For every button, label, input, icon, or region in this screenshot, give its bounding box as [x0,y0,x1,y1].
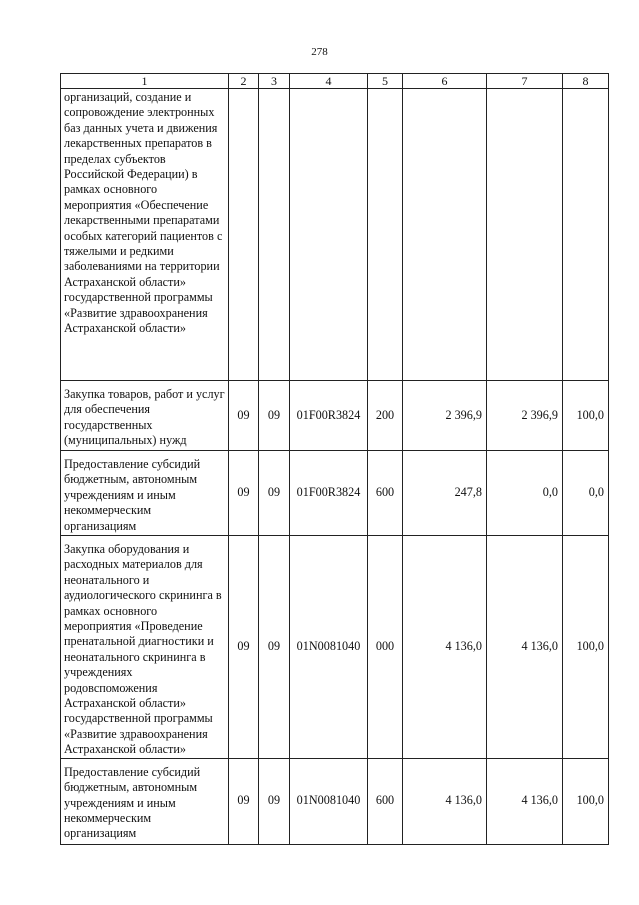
budget-table [60,73,609,845]
expense-type-cell: 600 [368,451,403,536]
col-header-7: 7 [487,74,563,89]
description-cell: Предоставление субсидий бюджетным, автономным учреждениям и иным некоммерческим организациям [61,758,229,844]
section-cell: 09 [229,451,259,536]
col-header-2: 2 [229,74,259,89]
plan-cell: 4 136,0 [403,536,487,759]
col-header-1: 1 [61,74,229,89]
execution-cell: 4 136,0 [487,536,563,759]
plan-cell: 4 136,0 [403,758,487,844]
subsection-cell: 09 [259,451,290,536]
table-row [61,381,609,451]
expense-type-cell [368,89,403,381]
table-row [61,758,609,844]
target-article-cell: 01F00R3824 [290,381,368,451]
subsection-cell: 09 [259,758,290,844]
page-number: 278 [311,46,328,58]
description-cell: Закупка товаров, работ и услуг для обеспечения государственных (муниципальных) нужд [61,381,229,451]
section-cell: 09 [229,758,259,844]
percent-cell [563,89,609,381]
percent-cell: 100,0 [563,536,609,759]
col-header-3: 3 [259,74,290,89]
description-cell: Предоставление субсидий бюджетным, автономным учреждениям и иным некоммерческим организациям [61,451,229,536]
description-cell: организаций, создание и сопровождение электронных баз данных учета и движения лекарственных препаратов в пределах субъектов Российской Федерации) в рамках основного мероприятия «Обеспечение лекарственными препаратами особых категорий пациентов с тяжелыми и редкими заболеваниями на территории Астраханской области» государственной программы «Развитие здравоохранения Астраханской области» [61,89,229,381]
expense-type-cell: 000 [368,536,403,759]
section-cell [229,89,259,381]
table-row [61,89,609,381]
execution-cell: 2 396,9 [487,381,563,451]
subsection-cell [259,89,290,381]
percent-cell: 100,0 [563,381,609,451]
header-row [61,74,609,89]
target-article-cell [290,89,368,381]
expense-type-cell: 200 [368,381,403,451]
execution-cell [487,89,563,381]
description-cell: Закупка оборудования и расходных материалов для неонатального и аудиологического скрининга в рамках основного мероприятия «Проведение пренатальной диагностики и неонатального скрининга в учреждениях родовспоможения Астраханской области» государственной программы «Развитие здравоохранения Астраханской области» [61,536,229,759]
table-row [61,536,609,759]
subsection-cell: 09 [259,381,290,451]
col-header-6: 6 [403,74,487,89]
percent-cell: 0,0 [563,451,609,536]
col-header-8: 8 [563,74,609,89]
execution-cell: 4 136,0 [487,758,563,844]
col-header-5: 5 [368,74,403,89]
plan-cell: 2 396,9 [403,381,487,451]
percent-cell: 100,0 [563,758,609,844]
subsection-cell: 09 [259,536,290,759]
plan-cell [403,89,487,381]
section-cell: 09 [229,536,259,759]
table-row [61,451,609,536]
col-header-4: 4 [290,74,368,89]
section-cell: 09 [229,381,259,451]
plan-cell: 247,8 [403,451,487,536]
target-article-cell: 01N0081040 [290,536,368,759]
target-article-cell: 01F00R3824 [290,451,368,536]
expense-type-cell: 600 [368,758,403,844]
execution-cell: 0,0 [487,451,563,536]
target-article-cell: 01N0081040 [290,758,368,844]
